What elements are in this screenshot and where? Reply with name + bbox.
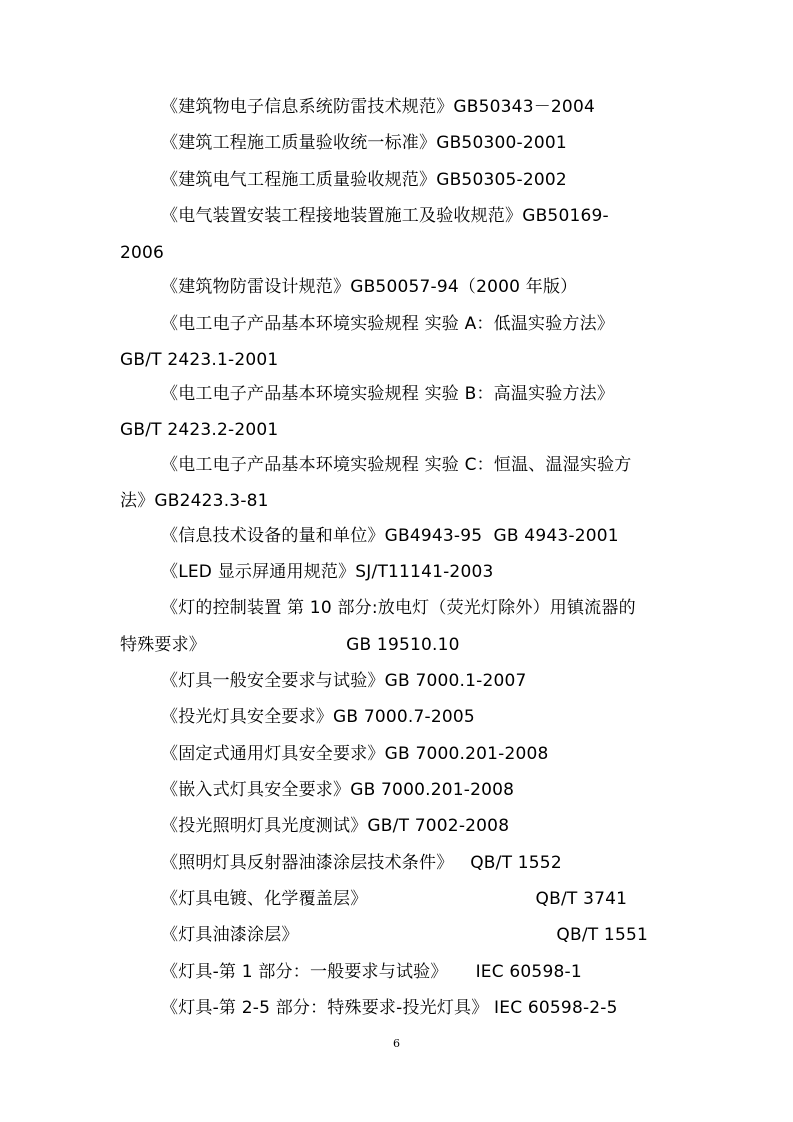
standard-line: 《投光照明灯具光度测试》GB/T 7002-2008: [161, 816, 510, 836]
standard-line: 《灯具油漆涂层》 QB/T 1551: [161, 925, 648, 945]
standard-line: 《建筑物电子信息系统防雷技术规范》GB50343－2004: [161, 97, 595, 117]
standard-line: 《嵌入式灯具安全要求》GB 7000.201-2008: [161, 780, 515, 800]
standard-line-continuation: GB/T 2423.2-2001: [120, 420, 279, 440]
standard-line: 《电工电子产品基本环境实验规程 实验 C：恒温、温湿实验方: [161, 455, 632, 475]
standard-line: 《固定式通用灯具安全要求》GB 7000.201-2008: [161, 744, 549, 764]
standard-line-continuation: 特殊要求》 GB 19510.10: [120, 635, 460, 655]
standard-line: 《灯具-第 2-5 部分：特殊要求-投光灯具》 IEC 60598-2-5: [161, 998, 618, 1018]
standard-line: 《信息技术设备的量和单位》GB4943-95 GB 4943-2001: [161, 526, 619, 546]
standard-line: 《灯具一般安全要求与试验》GB 7000.1-2007: [161, 671, 527, 691]
standard-line: 《灯具-第 1 部分：一般要求与试验》 IEC 60598-1: [161, 962, 582, 982]
page-number: 6: [393, 1037, 400, 1050]
standard-line-continuation: GB/T 2423.1-2001: [120, 350, 279, 370]
standard-line: 《灯的控制装置 第 10 部分:放电灯（荧光灯除外）用镇流器的: [161, 598, 636, 618]
standard-line: 《建筑物防雷设计规范》GB50057-94（2000 年版）: [161, 277, 578, 297]
standard-line: 《建筑工程施工质量验收统一标准》GB50300-2001: [161, 133, 567, 153]
standard-line: 《电工电子产品基本环境实验规程 实验 A：低温实验方法》: [161, 314, 615, 334]
standard-line: 《照明灯具反射器油漆涂层技术条件》 QB/T 1552: [161, 853, 562, 873]
standard-line: 《电工电子产品基本环境实验规程 实验 B：高温实验方法》: [161, 384, 615, 404]
standard-line: 《电气装置安装工程接地装置施工及验收规范》GB50169-: [161, 206, 609, 226]
standard-line: 《投光灯具安全要求》GB 7000.7-2005: [161, 707, 475, 727]
standard-line-continuation: 法》GB2423.3-81: [120, 491, 269, 511]
standard-line-continuation: 2006: [120, 243, 165, 263]
standard-line: 《建筑电气工程施工质量验收规范》GB50305-2002: [161, 170, 567, 190]
standard-line: 《LED 显示屏通用规范》SJ/T11141-2003: [161, 562, 494, 582]
standard-line: 《灯具电镀、化学覆盖层》 QB/T 3741: [161, 889, 628, 909]
